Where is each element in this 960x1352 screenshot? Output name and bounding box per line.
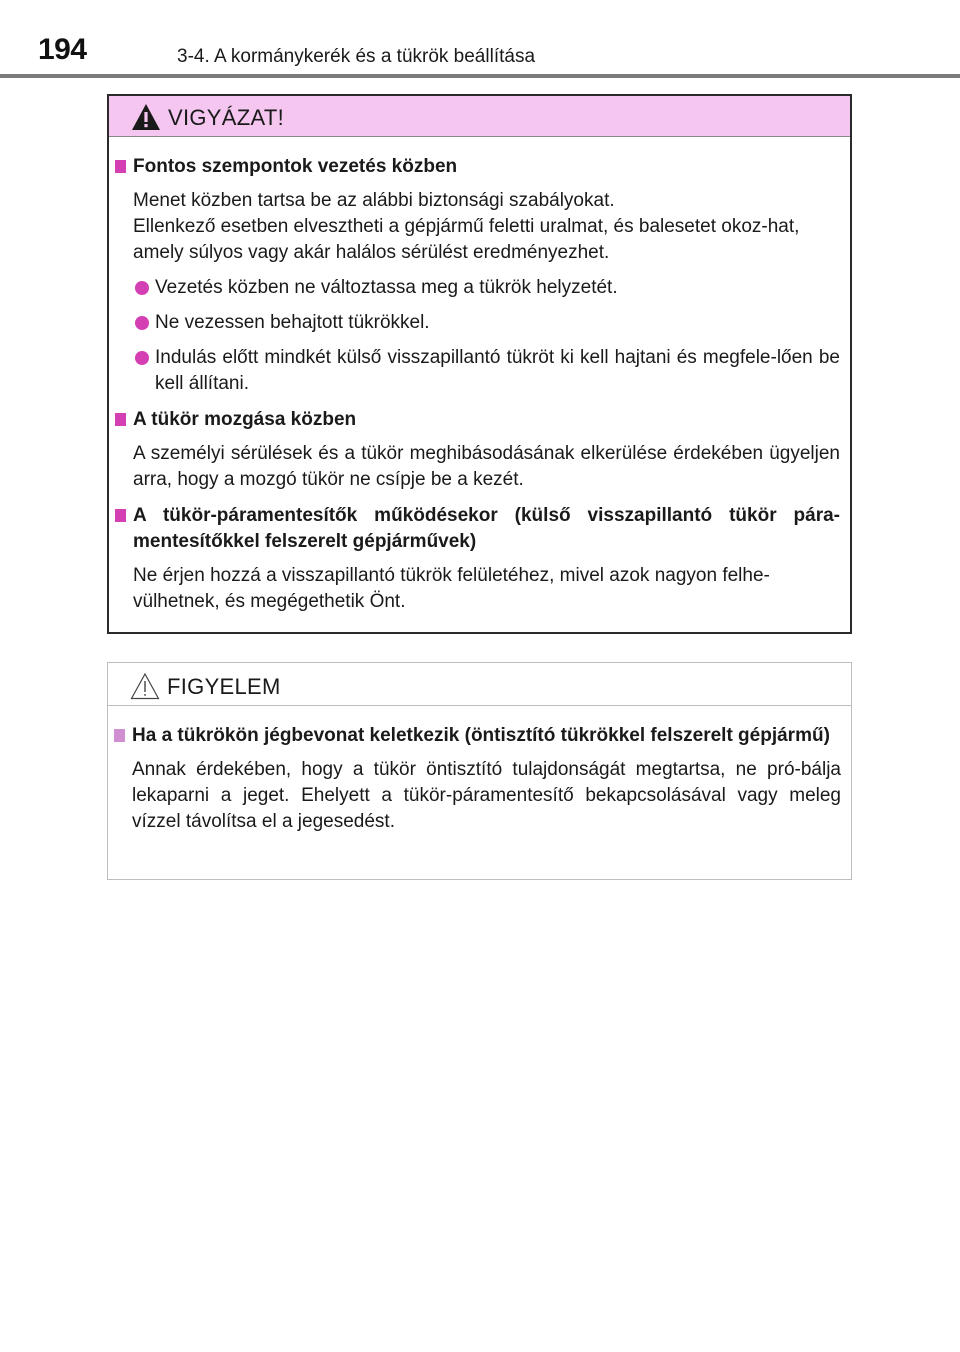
caution-item [115, 503, 840, 615]
item-heading: A tükör-páramentesítők működésekor (külső visszapillantó tükör pára-mentesítőkkel felszerelt gépjárművek) [133, 505, 840, 552]
page-number: 194 [38, 33, 87, 66]
warning-triangle-outline-icon [130, 672, 160, 700]
item-heading: Ha a tükrökön jégbevonat keletkezik (öntisztító tükrökkel felszerelt gépjármű) [132, 725, 830, 746]
round-bullet-icon [135, 351, 149, 365]
round-bullet-icon [135, 281, 149, 295]
notice-box [107, 662, 852, 880]
bullet-text: Indulás előtt mindkét külső visszapillantó tükröt ki kell hajtani és megfele-lően be kell állítani. [155, 347, 840, 394]
round-bullet-icon [135, 316, 149, 330]
notice-item [114, 723, 841, 835]
page-header [0, 0, 960, 80]
header-rule [0, 74, 960, 78]
caution-box [107, 94, 852, 634]
warning-triangle-icon [131, 103, 161, 131]
caution-item [115, 407, 840, 493]
square-bullet-icon [115, 160, 126, 173]
paragraph-line: Ellenkező esetben elvesztheti a gépjármű feletti uralmat, és balesetet okoz-hat, amely súlyos vagy akár halálos sérülést eredményezhet. [133, 216, 800, 263]
bullet-item [133, 310, 840, 336]
bullet-item [133, 345, 840, 397]
item-heading: A tükör mozgása közben [133, 409, 357, 430]
notice-box-header [108, 663, 851, 706]
caution-body [109, 137, 850, 615]
square-bullet-icon [114, 729, 125, 742]
notice-body [108, 706, 851, 835]
caution-box-header [109, 96, 850, 137]
notice-title: FIGYELEM [167, 674, 281, 699]
paragraph-line: Menet közben tartsa be az alábbi biztonsági szabályokat. [133, 190, 615, 211]
item-paragraph [133, 188, 840, 266]
bullet-list [133, 275, 840, 397]
item-paragraph: Annak érdekében, hogy a tükör öntisztító tulajdonságát megtartsa, ne pró-bálja lekaparni a jeget. Ehelyett a tükör-páramentesítő bekapcsolásával vagy meleg vízzel távolítsa el a jegesedést. [132, 759, 841, 832]
caution-item [115, 154, 840, 397]
section-title: 3-4. A kormánykerék és a tükrök beállítása [177, 46, 536, 67]
bullet-text: Ne vezessen behajtott tükrökkel. [155, 312, 430, 333]
caution-title: VIGYÁZAT! [168, 105, 284, 130]
bullet-item [133, 275, 840, 301]
square-bullet-icon [115, 413, 126, 426]
square-bullet-icon [115, 509, 126, 522]
item-paragraph: Ne érjen hozzá a visszapillantó tükrök felületéhez, mivel azok nagyon felhe-vülhetnek, és megégethetik Önt. [133, 565, 770, 612]
item-paragraph: A személyi sérülések és a tükör meghibásodásának elkerülése érdekében ügyeljen arra, hogy a mozgó tükör ne csípje be a kezét. [133, 443, 840, 490]
item-heading: Fontos szempontok vezetés közben [133, 156, 458, 177]
bullet-text: Vezetés közben ne változtassa meg a tükrök helyzetét. [155, 277, 618, 298]
